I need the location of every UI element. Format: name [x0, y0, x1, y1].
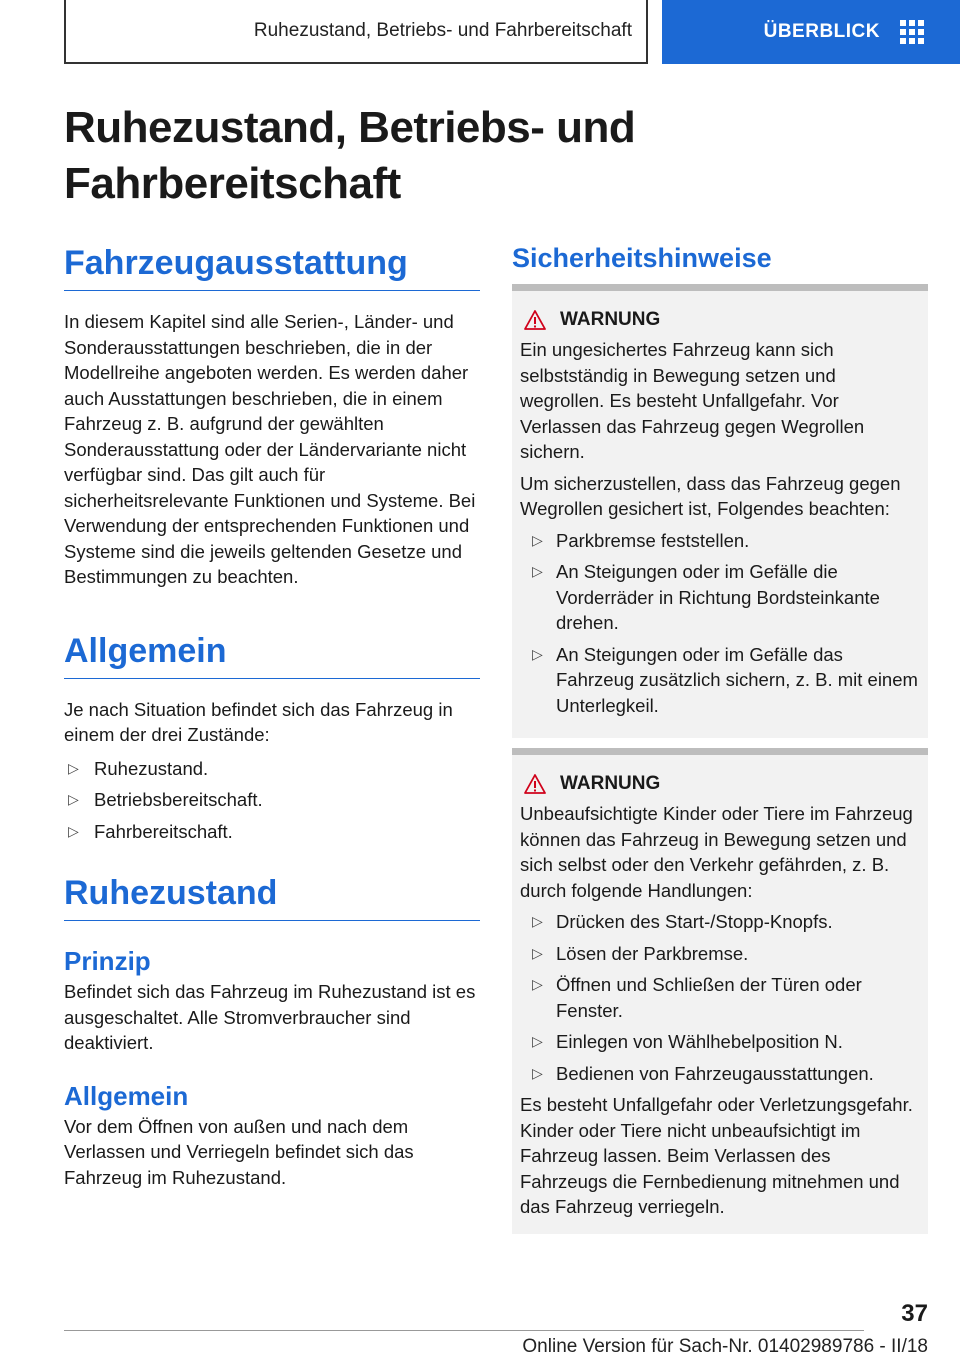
warning-list [520, 528, 920, 719]
triangle-bullet-icon: ▷ [532, 1033, 543, 1049]
heading-allgemein-ruhezustand: Allgemein [64, 1080, 189, 1111]
page-title-line2: Fahrbereitschaft [64, 159, 401, 208]
triangle-bullet-icon: ▷ [532, 645, 543, 662]
header-chapter-label: ÜBERBLICK [763, 21, 880, 42]
warning-text: Es besteht Unfallgefahr oder Verletzungsgefahr. Kinder oder Tiere nicht unbeaufsichtigt im Fahrzeug lassen. Beim Verlassen des Fahrzeugs die Fernbedienung mitnehmen und das Fahrzeug verriegeln. [520, 1094, 913, 1217]
text-allgemein: Je nach Situation befindet sich das Fahrzeug in einem der drei Zustände: [64, 698, 453, 745]
heading-fahrzeugausstattung: Fahrzeugausstattung [64, 236, 480, 291]
list-item: ▷ Betriebsbereitschaft. [64, 787, 480, 813]
text-allgemein-ruhezustand: Vor dem Öffnen von außen und nach dem Verlassen und Verriegeln befindet sich das Fahrzeug im Ruhezustand. [64, 1115, 414, 1188]
grid-menu-icon[interactable] [900, 20, 924, 44]
warning-text: Um sicherzustellen, dass das Fahrzeug gegen Wegrollen gesichert ist, Folgendes beachten: [520, 472, 901, 519]
heading-sicherheitshinweise: Sicherheitshinweise [512, 243, 772, 273]
heading-prinzip: Prinzip [64, 946, 151, 976]
list-item: ▷ Einlegen von Wählhebelposition N. [520, 1029, 920, 1055]
triangle-bullet-icon: ▷ [68, 759, 79, 776]
warning-list [520, 909, 920, 1086]
list-item: ▷ Parkbremse feststellen. [520, 528, 920, 554]
warning-title: WARNUNG [520, 773, 920, 795]
text-fahrzeugausstattung: In diesem Kapitel sind alle Serien-, Länder- und Sonderausstattungen beschrieben, die in der Modellreihe angeboten werden. Es werden daher auch Ausstattungen beschrieben, die in einem Fahrzeug z. B. aufgrund der gewählten Sonderausstattung oder der Ländervariante nicht verfügbar sind. Das gilt auch für sicherheitsrelevante Funktionen und Systeme. Bei Verwendung der entsprechenden Funktionen und Systeme sind die jeweils geltenden Gesetze und Bestimmungen zu beachten. [64, 311, 476, 587]
triangle-bullet-icon: ▷ [68, 791, 79, 807]
triangle-bullet-icon: ▷ [532, 1064, 543, 1081]
text-prinzip: Befindet sich das Fahrzeug im Ruhezustand ist es ausgeschaltet. Alle Stromverbraucher sind deaktiviert. [64, 981, 476, 1053]
warning-triangle-icon [524, 774, 546, 794]
list-item: ▷ Ruhezustand. [64, 756, 480, 782]
heading-ruhezustand: Ruhezustand [64, 866, 480, 921]
header-section-title-text: Ruhezustand, Betriebs- und Fahrbereitschaft [253, 20, 632, 41]
list-item: ▷ Drücken des Start-/Stopp-Knopfs. [520, 909, 920, 935]
warning-triangle-icon [524, 310, 546, 330]
triangle-bullet-icon: ▷ [532, 944, 543, 961]
warning-text: Unbeaufsichtigte Kinder oder Tiere im Fahrzeug können das Fahrzeug in Bewegung setzen und sich selbst oder den Verkehr gefährden, z. B. durch folgende Handlungen: [520, 803, 913, 901]
triangle-bullet-icon: ▷ [532, 913, 543, 929]
warning-title: WARNUNG [520, 309, 920, 331]
warning-box-1 [512, 284, 928, 738]
list-item: ▷ Lösen der Parkbremse. [520, 941, 920, 967]
triangle-bullet-icon: ▷ [68, 822, 79, 839]
heading-allgemein: Allgemein [64, 624, 480, 679]
header-chapter-tab[interactable] [662, 0, 960, 64]
list-item: ▷ An Steigungen oder im Gefälle das Fahrzeug zusätzlich sichern, z. B. mit einem Unterlegkeil. [532, 643, 918, 716]
triangle-bullet-icon: ▷ [532, 976, 543, 992]
right-column [512, 236, 928, 1234]
list-item: ▷ Öffnen und Schließen der Türen oder Fenster. [532, 974, 862, 1021]
page-title-line1: Ruhezustand, Betriebs- und [64, 103, 636, 152]
page-title [64, 100, 924, 212]
list-zustaende [64, 756, 480, 845]
footer-divider [64, 1330, 864, 1331]
warning-text: Ein ungesichertes Fahrzeug kann sich selbstständig in Bewegung setzen und wegrollen. Es besteht Unfallgefahr. Vor Verlassen das Fahrzeug gegen Wegrollen sichern. [520, 339, 865, 462]
left-column [64, 236, 480, 1190]
list-item: ▷ Fahrbereitschaft. [64, 819, 480, 845]
header-section-title [64, 0, 648, 64]
triangle-bullet-icon: ▷ [532, 531, 543, 548]
triangle-bullet-icon: ▷ [532, 563, 543, 579]
footer-online-version: Online Version für Sach-Nr. 01402989786 - II/18 [522, 1336, 928, 1357]
page-number: 37 [901, 1300, 928, 1327]
warning-box-2 [512, 748, 928, 1234]
list-item: ▷ An Steigungen oder im Gefälle die Vorderräder in Richtung Bordsteinkante drehen. [532, 561, 880, 633]
list-item: ▷ Bedienen von Fahrzeugausstattungen. [520, 1061, 920, 1087]
